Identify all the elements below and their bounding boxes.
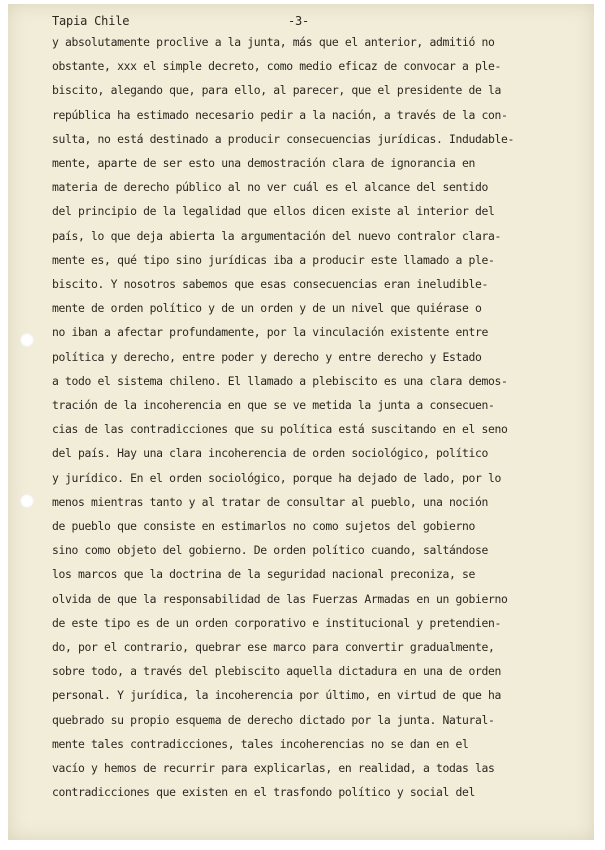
text-line: vacío y hemos de recurrir para explicarlas, en realidad, a todas las xyxy=(52,761,495,776)
text-line: olvida de que la responsabilidad de las Fuerzas Armadas en un gobierno xyxy=(52,591,508,606)
text-line: biscito, alegando que, para ello, al parecer, que el presidente de la xyxy=(52,83,502,98)
text-line: personal. Y jurídica, la incoherencia por último, en virtud de que ha xyxy=(52,688,502,703)
text-line: sino como objeto del gobierno. De orden político cuando, saltándose xyxy=(52,543,489,558)
text-line: do, por el contrario, quebrar ese marco para convertir gradualmente, xyxy=(52,640,495,655)
text-line: mente de orden político y de un orden y de un nivel que quiérase o xyxy=(52,301,482,316)
document-body xyxy=(52,10,580,805)
page-header xyxy=(52,10,580,30)
text-line: obstante, xxx el simple decreto, como medio eficaz de convocar a ple- xyxy=(52,59,502,74)
text-line: país, lo que deja abierta la argumentación del nuevo contralor clara- xyxy=(52,228,502,243)
text-line: contradicciones que existen en el trasfondo político y social del xyxy=(52,785,476,800)
punch-hole xyxy=(20,333,34,347)
text-line: menos mientras tanto y al tratar de consultar al pueblo, una noción xyxy=(52,494,489,509)
text-line: del país. Hay una clara incoherencia de orden sociológico, político xyxy=(52,446,489,461)
text-line: materia de derecho público al no ver cuál es el alcance del sentido xyxy=(52,180,489,195)
text-line: y absolutamente proclive a la junta, más que el anterior, admitió no xyxy=(52,35,495,49)
text-line: del principio de la legalidad que ellos dicen existe al interior del xyxy=(52,204,495,219)
text-line: cias de las contradicciones que su política está suscitando en el seno xyxy=(52,422,508,437)
page-number: -3- xyxy=(288,14,310,28)
text-line: sobre todo, a través del plebiscito aquella dictadura en una de orden xyxy=(52,664,502,679)
text-line: y jurídico. En el orden sociológico, porque ha dejado de lado, por lo xyxy=(52,470,502,485)
punch-hole xyxy=(20,494,34,508)
text-line: tración de la incoherencia en que se ve metida la junta a consecuen- xyxy=(52,398,495,413)
text-line: a todo el sistema chileno. El llamado a plebiscito es una clara demos- xyxy=(52,373,508,388)
text-line: política y derecho, entre poder y derecho y entre derecho y Estado xyxy=(52,349,482,364)
text-line: biscito. Y nosotros sabemos que esas consecuencias eran ineludible- xyxy=(52,277,489,292)
text-line: mente es, qué tipo sino jurídicas iba a producir este llamado a ple- xyxy=(52,252,495,267)
text-line: sulta, no está destinado a producir consecuencias jurídicas. Indudable- xyxy=(52,131,515,146)
text-line: los marcos que la doctrina de la seguridad nacional preconiza, se xyxy=(52,567,476,582)
paragraph xyxy=(52,30,580,805)
text-line: mente, aparte de ser esto una demostración clara de ignorancia en xyxy=(52,156,476,171)
text-line: no iban a afectar profundamente, por la vinculación existente entre xyxy=(52,325,489,340)
text-line: república ha estimado necesario pedir a la nación, a través de la con- xyxy=(52,107,508,122)
text-line: de pueblo que consiste en estimarlos no como sujetos del gobierno xyxy=(52,519,476,534)
author-label: Tapia Chile xyxy=(52,14,130,28)
text-line: mente tales contradicciones, tales incoherencias no se dan en el xyxy=(52,736,469,751)
text-line: quebrado su propio esquema de derecho dictado por la junta. Natural- xyxy=(52,712,495,727)
text-line: de este tipo es de un orden corporativo e institucional y pretendien- xyxy=(52,615,502,630)
